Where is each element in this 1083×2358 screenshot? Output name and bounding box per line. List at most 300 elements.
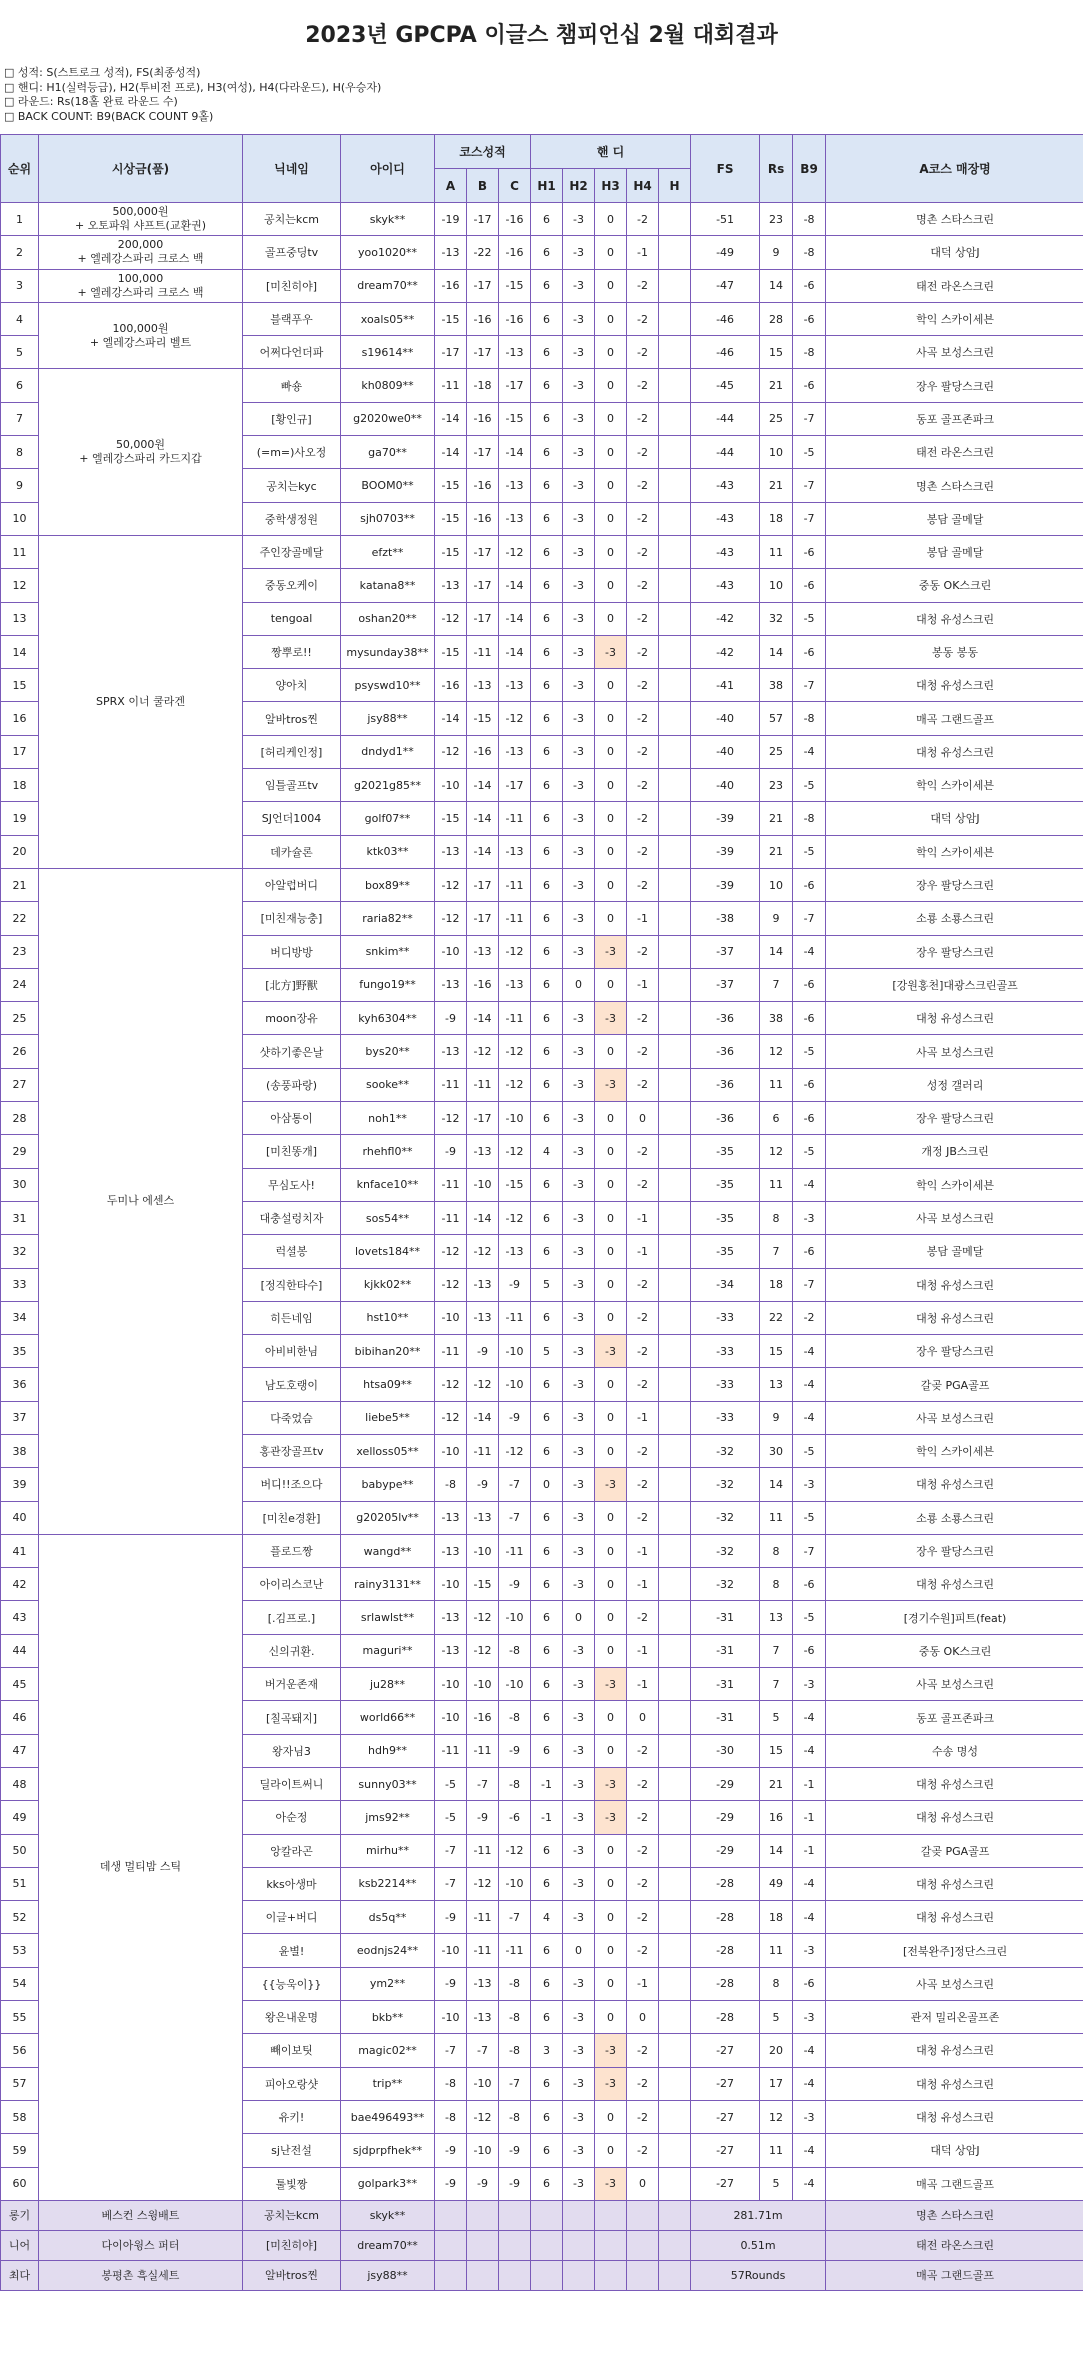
fs-cell: -28 xyxy=(691,1967,760,2000)
nickname-cell: 골프중딩tv xyxy=(243,236,341,269)
rank-cell: 19 xyxy=(1,802,39,835)
header-handicap: 핸 디 xyxy=(531,135,691,169)
h2-cell: -3 xyxy=(563,469,595,502)
nickname-cell: [미친e경환] xyxy=(243,1501,341,1534)
score-c-cell: -7 xyxy=(499,1501,531,1534)
header-h2: H2 xyxy=(563,169,595,203)
h-cell xyxy=(659,1668,691,1701)
nickname-cell: 대충설렁치자 xyxy=(243,1201,341,1234)
rank-cell: 6 xyxy=(1,369,39,402)
nickname-cell: [北方]野獸 xyxy=(243,968,341,1001)
empty-cell xyxy=(563,2230,595,2260)
rank-cell: 13 xyxy=(1,602,39,635)
score-b-cell: -16 xyxy=(467,735,499,768)
score-b-cell: -17 xyxy=(467,269,499,302)
score-c-cell: -9 xyxy=(499,1734,531,1767)
award-label: 최다 xyxy=(1,2260,39,2290)
h3-cell: 0 xyxy=(595,535,627,568)
score-a-cell: -10 xyxy=(435,1701,467,1734)
h4-cell: -2 xyxy=(627,1335,659,1368)
h3-cell: 0 xyxy=(595,302,627,335)
h4-cell: -2 xyxy=(627,1268,659,1301)
score-c-cell: -11 xyxy=(499,1301,531,1334)
h-cell xyxy=(659,2034,691,2067)
h2-cell: -3 xyxy=(563,1335,595,1368)
score-c-cell: -14 xyxy=(499,436,531,469)
h4-cell: -2 xyxy=(627,1834,659,1867)
fs-cell: -39 xyxy=(691,802,760,835)
empty-cell xyxy=(563,2200,595,2230)
fs-cell: -39 xyxy=(691,868,760,901)
b9-cell: -4 xyxy=(793,2034,826,2067)
store-cell: 대청 유성스크린 xyxy=(826,1801,1083,1834)
h4-cell: -2 xyxy=(627,269,659,302)
h1-cell: 4 xyxy=(531,1901,563,1934)
fs-cell: -33 xyxy=(691,1301,760,1334)
b9-cell: -4 xyxy=(793,935,826,968)
score-b-cell: -11 xyxy=(467,1834,499,1867)
h1-cell: 5 xyxy=(531,1268,563,1301)
page-title: 2023년 GPCPA 이글스 챔피언십 2월 대회결과 xyxy=(305,23,778,48)
rank-cell: 50 xyxy=(1,1834,39,1867)
fs-cell: -27 xyxy=(691,2067,760,2100)
h2-cell: -3 xyxy=(563,302,595,335)
score-a-cell: -15 xyxy=(435,502,467,535)
id-cell: magic02** xyxy=(341,2034,435,2067)
rank-cell: 15 xyxy=(1,669,39,702)
score-b-cell: -14 xyxy=(467,802,499,835)
score-a-cell: -19 xyxy=(435,203,467,236)
h1-cell: 6 xyxy=(531,1967,563,2000)
h2-cell: -3 xyxy=(563,2001,595,2034)
id-cell: BOOM0** xyxy=(341,469,435,502)
header-b: B xyxy=(467,169,499,203)
rank-cell: 51 xyxy=(1,1867,39,1900)
h3-cell: 0 xyxy=(595,1434,627,1467)
h-cell xyxy=(659,735,691,768)
h2-cell: -3 xyxy=(563,1668,595,1701)
table-row xyxy=(1,269,1083,302)
id-cell: sos54** xyxy=(341,1201,435,1234)
store-cell: 봉담 골메달 xyxy=(826,502,1083,535)
award-value: 57Rounds xyxy=(691,2260,826,2290)
h3-cell: 0 xyxy=(595,569,627,602)
fs-cell: -37 xyxy=(691,935,760,968)
b9-cell: -2 xyxy=(793,1301,826,1334)
score-a-cell: -16 xyxy=(435,669,467,702)
h1-cell: 6 xyxy=(531,2167,563,2200)
nickname-cell: [미친히야] xyxy=(243,269,341,302)
h2-cell: -3 xyxy=(563,2167,595,2200)
h1-cell: 6 xyxy=(531,902,563,935)
nickname-cell: 중동오케이 xyxy=(243,569,341,602)
score-c-cell: -15 xyxy=(499,402,531,435)
score-a-cell: -15 xyxy=(435,535,467,568)
h1-cell: 6 xyxy=(531,602,563,635)
fs-cell: -27 xyxy=(691,2034,760,2067)
fs-cell: -39 xyxy=(691,835,760,868)
h2-cell: -3 xyxy=(563,2067,595,2100)
score-b-cell: -16 xyxy=(467,469,499,502)
store-cell: 소룡 소룡스크린 xyxy=(826,902,1083,935)
fs-cell: -36 xyxy=(691,1002,760,1035)
score-c-cell: -9 xyxy=(499,1268,531,1301)
score-c-cell: -7 xyxy=(499,1901,531,1934)
h4-cell: -2 xyxy=(627,935,659,968)
rs-cell: 32 xyxy=(760,602,793,635)
fs-cell: -51 xyxy=(691,203,760,236)
nickname-cell: 윤별! xyxy=(243,1934,341,1967)
rs-cell: 6 xyxy=(760,1102,793,1135)
empty-cell xyxy=(467,2230,499,2260)
h1-cell: 6 xyxy=(531,1235,563,1268)
nickname-cell: 다죽었슴 xyxy=(243,1401,341,1434)
store-cell: 매곡 그랜드골프 xyxy=(826,2167,1083,2200)
nickname-cell: 히든네임 xyxy=(243,1301,341,1334)
score-a-cell: -12 xyxy=(435,1102,467,1135)
nickname-cell: 빼이보팃 xyxy=(243,2034,341,2067)
fs-cell: -40 xyxy=(691,702,760,735)
award-store: 태전 라온스크린 xyxy=(826,2230,1083,2260)
store-cell: 명촌 스타스크린 xyxy=(826,469,1083,502)
score-c-cell: -13 xyxy=(499,835,531,868)
rank-cell: 45 xyxy=(1,1668,39,1701)
fs-cell: -43 xyxy=(691,469,760,502)
nickname-cell: [미친똥개] xyxy=(243,1135,341,1168)
nickname-cell: 공치는kyc xyxy=(243,469,341,502)
b9-cell: -4 xyxy=(793,1368,826,1401)
rank-cell: 46 xyxy=(1,1701,39,1734)
h4-cell: -2 xyxy=(627,602,659,635)
h-cell xyxy=(659,1834,691,1867)
rs-cell: 11 xyxy=(760,2134,793,2167)
nickname-cell: 아삼통이 xyxy=(243,1102,341,1135)
h-cell xyxy=(659,1135,691,1168)
store-cell: 봉담 골메달 xyxy=(826,535,1083,568)
rs-cell: 30 xyxy=(760,1434,793,1467)
h2-cell: 0 xyxy=(563,968,595,1001)
fs-cell: -36 xyxy=(691,1068,760,1101)
h1-cell: 6 xyxy=(531,1867,563,1900)
h4-cell: -2 xyxy=(627,1901,659,1934)
empty-cell xyxy=(659,2260,691,2290)
h3-cell: 0 xyxy=(595,1268,627,1301)
id-cell: fungo19** xyxy=(341,968,435,1001)
b9-cell: -5 xyxy=(793,602,826,635)
h4-cell: -2 xyxy=(627,2067,659,2100)
score-a-cell: -16 xyxy=(435,269,467,302)
h3-cell: 0 xyxy=(595,1201,627,1234)
fs-cell: -41 xyxy=(691,669,760,702)
rank-cell: 49 xyxy=(1,1801,39,1834)
b9-cell: -3 xyxy=(793,1668,826,1701)
b9-cell: -6 xyxy=(793,1102,826,1135)
score-b-cell: -14 xyxy=(467,1401,499,1434)
empty-cell xyxy=(467,2260,499,2290)
h3-cell: 0 xyxy=(595,1301,627,1334)
nickname-cell: 무심도사! xyxy=(243,1168,341,1201)
store-cell: 매곡 그랜드골프 xyxy=(826,702,1083,735)
header-a: A xyxy=(435,169,467,203)
fs-cell: -33 xyxy=(691,1368,760,1401)
rank-cell: 7 xyxy=(1,402,39,435)
score-c-cell: -9 xyxy=(499,1401,531,1434)
table-row xyxy=(1,1534,1083,1567)
h4-cell: -2 xyxy=(627,2134,659,2167)
h3-cell: 0 xyxy=(595,1102,627,1135)
store-cell: 사곡 보성스크린 xyxy=(826,1967,1083,2000)
b9-cell: -1 xyxy=(793,1834,826,1867)
store-cell: 학익 스카이세븐 xyxy=(826,769,1083,802)
store-cell: 사곡 보성스크린 xyxy=(826,1035,1083,1068)
rs-cell: 10 xyxy=(760,569,793,602)
b9-cell: -4 xyxy=(793,1701,826,1734)
h2-cell: -3 xyxy=(563,1801,595,1834)
h-cell xyxy=(659,1268,691,1301)
rs-cell: 28 xyxy=(760,302,793,335)
store-cell: 대청 유성스크린 xyxy=(826,1002,1083,1035)
rs-cell: 7 xyxy=(760,968,793,1001)
id-cell: bkb** xyxy=(341,2001,435,2034)
score-c-cell: -8 xyxy=(499,2001,531,2034)
score-b-cell: -17 xyxy=(467,535,499,568)
b9-cell: -3 xyxy=(793,1934,826,1967)
h2-cell: -3 xyxy=(563,502,595,535)
id-cell: sooke** xyxy=(341,1068,435,1101)
h1-cell: 6 xyxy=(531,336,563,369)
rs-cell: 18 xyxy=(760,1268,793,1301)
h-cell xyxy=(659,902,691,935)
score-c-cell: -15 xyxy=(499,1168,531,1201)
store-cell: 대청 유성스크린 xyxy=(826,2034,1083,2067)
rank-cell: 8 xyxy=(1,436,39,469)
id-cell: ds5q** xyxy=(341,1901,435,1934)
score-c-cell: -8 xyxy=(499,1967,531,2000)
h3-cell: 0 xyxy=(595,1035,627,1068)
score-a-cell: -12 xyxy=(435,868,467,901)
h-cell xyxy=(659,2001,691,2034)
empty-cell xyxy=(659,2230,691,2260)
h3-cell: 0 xyxy=(595,769,627,802)
h4-cell: -1 xyxy=(627,968,659,1001)
id-cell: ksb2214** xyxy=(341,1867,435,1900)
rs-cell: 11 xyxy=(760,1168,793,1201)
nickname-cell: 피아오랑샷 xyxy=(243,2067,341,2100)
id-cell: world66** xyxy=(341,1701,435,1734)
h2-cell: -3 xyxy=(563,2034,595,2067)
rs-cell: 25 xyxy=(760,735,793,768)
rank-cell: 9 xyxy=(1,469,39,502)
h1-cell: 6 xyxy=(531,1668,563,1701)
id-cell: s19614** xyxy=(341,336,435,369)
store-cell: 대덕 상암J xyxy=(826,236,1083,269)
rs-cell: 5 xyxy=(760,1701,793,1734)
table-row xyxy=(1,369,1083,402)
h3-cell: 0 xyxy=(595,702,627,735)
score-c-cell: -12 xyxy=(499,1035,531,1068)
h1-cell: 6 xyxy=(531,1368,563,1401)
score-a-cell: -10 xyxy=(435,2001,467,2034)
h1-cell: 6 xyxy=(531,236,563,269)
h3-cell: -3 xyxy=(595,1767,627,1800)
table-row xyxy=(1,868,1083,901)
h-cell xyxy=(659,669,691,702)
store-cell: 개정 JB스크린 xyxy=(826,1135,1083,1168)
legend-line: □ 성적: S(스트로크 성적), FS(최종성적) xyxy=(4,66,201,79)
h1-cell: 6 xyxy=(531,436,563,469)
rank-cell: 27 xyxy=(1,1068,39,1101)
id-cell: skyk** xyxy=(341,203,435,236)
nickname-cell: 데카슐론 xyxy=(243,835,341,868)
id-cell: oshan20** xyxy=(341,602,435,635)
fs-cell: -33 xyxy=(691,1335,760,1368)
rs-cell: 21 xyxy=(760,802,793,835)
id-cell: knface10** xyxy=(341,1168,435,1201)
score-a-cell: -12 xyxy=(435,902,467,935)
score-a-cell: -12 xyxy=(435,1401,467,1434)
h3-cell: 0 xyxy=(595,1867,627,1900)
id-cell: babype** xyxy=(341,1468,435,1501)
store-cell: 학익 스카이세븐 xyxy=(826,1434,1083,1467)
rs-cell: 15 xyxy=(760,1335,793,1368)
h-cell xyxy=(659,602,691,635)
score-a-cell: -15 xyxy=(435,802,467,835)
h1-cell: 6 xyxy=(531,935,563,968)
rank-cell: 24 xyxy=(1,968,39,1001)
store-cell: 장우 팔당스크린 xyxy=(826,369,1083,402)
nickname-cell: 남도호랭이 xyxy=(243,1368,341,1401)
award-id: jsy88** xyxy=(341,2260,435,2290)
h1-cell: 6 xyxy=(531,702,563,735)
store-cell: 갈곶 PGA골프 xyxy=(826,1834,1083,1867)
score-b-cell: -11 xyxy=(467,1934,499,1967)
id-cell: maguri** xyxy=(341,1634,435,1667)
h2-cell: 0 xyxy=(563,1934,595,1967)
store-cell: 대덕 상암J xyxy=(826,802,1083,835)
nickname-cell: 홍관장골프tv xyxy=(243,1434,341,1467)
legend-line: □ BACK COUNT: B9(BACK COUNT 9홀) xyxy=(4,109,214,123)
nickname-cell: 어쩌다언더파 xyxy=(243,336,341,369)
rs-cell: 38 xyxy=(760,669,793,702)
h3-cell: 0 xyxy=(595,1901,627,1934)
store-cell: 태전 라온스크린 xyxy=(826,436,1083,469)
h1-cell: 6 xyxy=(531,269,563,302)
h4-cell: -2 xyxy=(627,369,659,402)
rank-cell: 59 xyxy=(1,2134,39,2167)
h2-cell: -3 xyxy=(563,1102,595,1135)
id-cell: jsy88** xyxy=(341,702,435,735)
score-c-cell: -16 xyxy=(499,302,531,335)
store-cell: 대청 유성스크린 xyxy=(826,2100,1083,2133)
id-cell: rhehfl0** xyxy=(341,1135,435,1168)
h1-cell: 6 xyxy=(531,1734,563,1767)
score-b-cell: -13 xyxy=(467,2001,499,2034)
id-cell: lovets184** xyxy=(341,1235,435,1268)
award-store: 명촌 스타스크린 xyxy=(826,2200,1083,2230)
id-cell: kyh6304** xyxy=(341,1002,435,1035)
nickname-cell: 빠숑 xyxy=(243,369,341,402)
nickname-cell: [미친재능충] xyxy=(243,902,341,935)
rs-cell: 17 xyxy=(760,2067,793,2100)
h4-cell: -1 xyxy=(627,1967,659,2000)
h4-cell: -2 xyxy=(627,203,659,236)
fs-cell: -31 xyxy=(691,1701,760,1734)
rank-cell: 55 xyxy=(1,2001,39,2034)
h4-cell: -2 xyxy=(627,1501,659,1534)
fs-cell: -42 xyxy=(691,635,760,668)
score-c-cell: -12 xyxy=(499,935,531,968)
h3-cell: 0 xyxy=(595,2001,627,2034)
score-a-cell: -13 xyxy=(435,1035,467,1068)
h-cell xyxy=(659,535,691,568)
score-a-cell: -11 xyxy=(435,1168,467,1201)
h2-cell: -3 xyxy=(563,1634,595,1667)
header-prize: 시상금(품) xyxy=(39,135,243,203)
h4-cell: -2 xyxy=(627,469,659,502)
rank-cell: 36 xyxy=(1,1368,39,1401)
score-b-cell: -10 xyxy=(467,2134,499,2167)
empty-cell xyxy=(467,2200,499,2230)
score-c-cell: -13 xyxy=(499,469,531,502)
score-b-cell: -13 xyxy=(467,1301,499,1334)
rs-cell: 21 xyxy=(760,835,793,868)
score-a-cell: -12 xyxy=(435,1368,467,1401)
h1-cell: 6 xyxy=(531,2067,563,2100)
score-c-cell: -11 xyxy=(499,1534,531,1567)
score-c-cell: -14 xyxy=(499,569,531,602)
h1-cell: 6 xyxy=(531,1701,563,1734)
rs-cell: 8 xyxy=(760,1534,793,1567)
rs-cell: 10 xyxy=(760,868,793,901)
rs-cell: 15 xyxy=(760,336,793,369)
table-row xyxy=(1,302,1083,335)
rank-cell: 38 xyxy=(1,1434,39,1467)
score-b-cell: -14 xyxy=(467,835,499,868)
header-store: A코스 매장명 xyxy=(826,135,1083,203)
id-cell: dndyd1** xyxy=(341,735,435,768)
score-b-cell: -15 xyxy=(467,1568,499,1601)
h3-cell: 0 xyxy=(595,1967,627,2000)
score-a-cell: -13 xyxy=(435,968,467,1001)
h1-cell: 6 xyxy=(531,302,563,335)
award-id: dream70** xyxy=(341,2230,435,2260)
h3-cell: 0 xyxy=(595,1168,627,1201)
h3-cell: 0 xyxy=(595,203,627,236)
score-a-cell: -9 xyxy=(435,2167,467,2200)
award-label: 니어 xyxy=(1,2230,39,2260)
header-h4: H4 xyxy=(627,169,659,203)
h3-cell: 0 xyxy=(595,369,627,402)
h-cell xyxy=(659,1235,691,1268)
score-b-cell: -9 xyxy=(467,1468,499,1501)
rs-cell: 12 xyxy=(760,1135,793,1168)
rank-cell: 26 xyxy=(1,1035,39,1068)
score-a-cell: -10 xyxy=(435,769,467,802)
fs-cell: -47 xyxy=(691,269,760,302)
rank-cell: 5 xyxy=(1,336,39,369)
h1-cell: -1 xyxy=(531,1801,563,1834)
h4-cell: -2 xyxy=(627,1434,659,1467)
b9-cell: -7 xyxy=(793,669,826,702)
h1-cell: 6 xyxy=(531,669,563,702)
score-b-cell: -18 xyxy=(467,369,499,402)
score-a-cell: -9 xyxy=(435,1901,467,1934)
score-b-cell: -17 xyxy=(467,602,499,635)
h3-cell: 0 xyxy=(595,1934,627,1967)
score-c-cell: -13 xyxy=(499,968,531,1001)
h2-cell: -3 xyxy=(563,735,595,768)
store-cell: 소룡 소룡스크린 xyxy=(826,1501,1083,1534)
